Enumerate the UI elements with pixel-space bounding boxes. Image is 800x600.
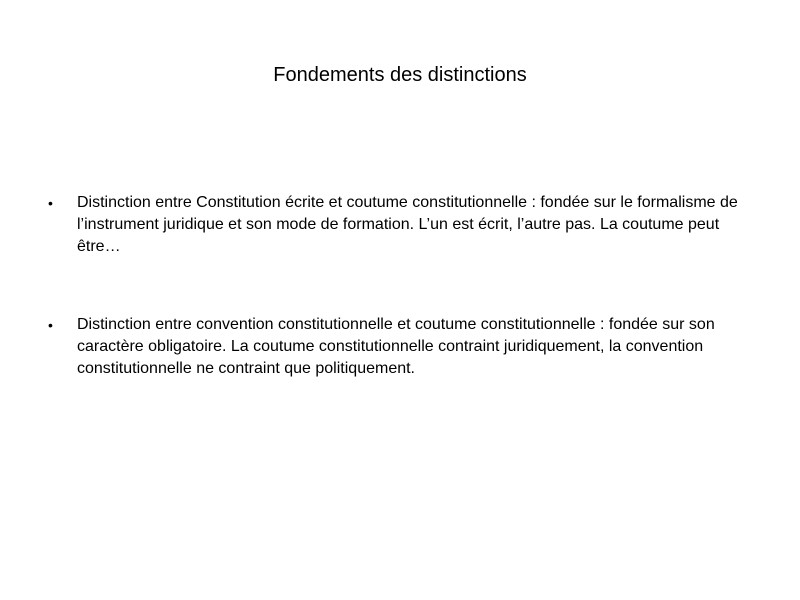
slide-title: Fondements des distinctions: [273, 64, 527, 86]
bullet-text: Distinction entre Constitution écrite et coutume constitutionnelle : fondée sur le formalisme de l’instrument juridique et son mode de formation. L’un est écrit, l’autre pas. La coutume peut être…: [77, 194, 738, 255]
bullet-marker: •: [48, 317, 53, 333]
bullet-marker: •: [48, 195, 53, 211]
bullet-text: Distinction entre convention constitutionnelle et coutume constitutionnelle : fondée sur son caractère obligatoire. La coutume constitutionnelle contraint juridiquement, la convention constitutionnelle ne contraint que politiquement.: [77, 316, 715, 377]
bullet-item-written-vs-custom: [0, 192, 800, 258]
bullet-item-convention-vs-custom: [0, 314, 800, 380]
bullet-list: [0, 192, 800, 380]
